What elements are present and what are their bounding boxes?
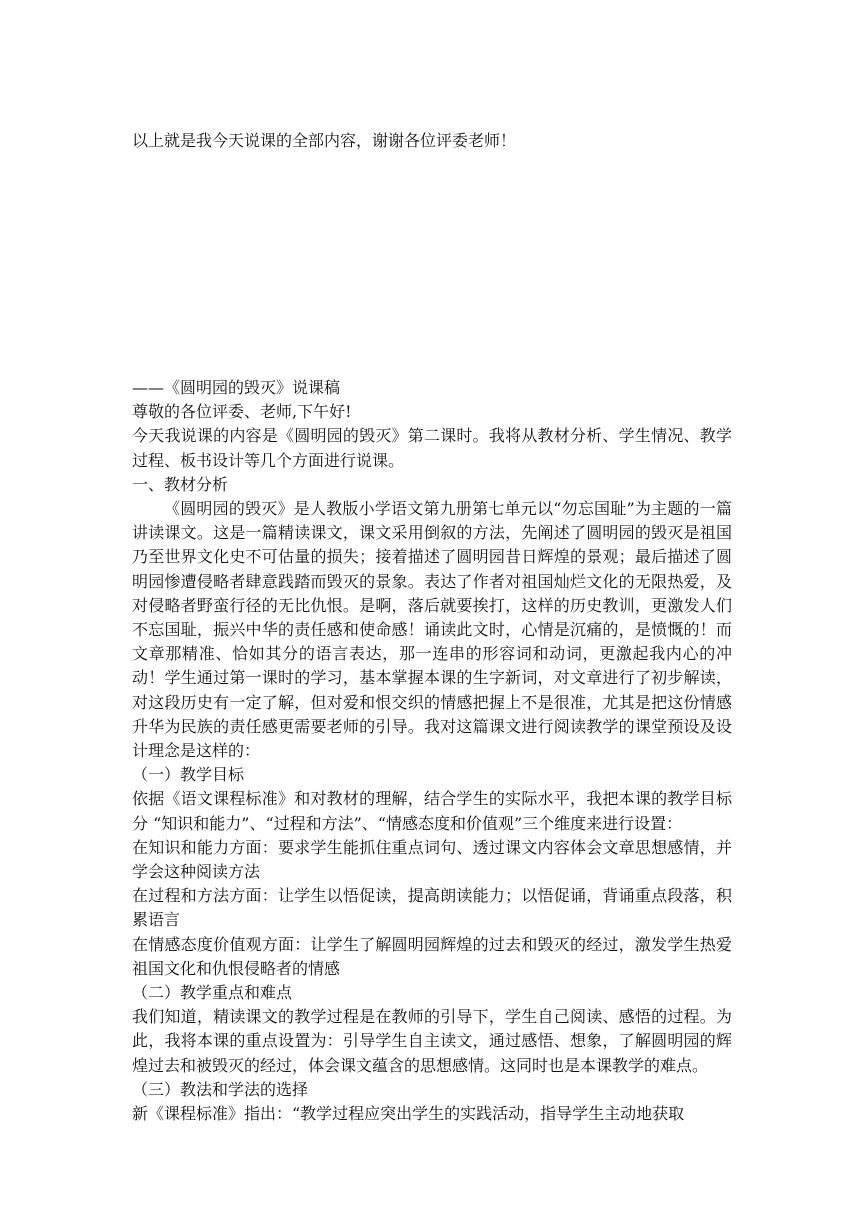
subsection-heading-key-points: （二）教学重点和难点 [132,983,293,1003]
closing-remark: 以上就是我今天说课的全部内容，谢谢各位评委老师！ [132,131,517,150]
section-heading-material-analysis: 一、教材分析 [132,474,229,494]
lesson-script-body [132,376,732,1126]
subsection-heading-teaching-goals: （一）教学目标 [132,765,245,785]
goal-emotion-values: 在情感态度价值观方面：让学生了解圆明园辉煌的过去和毁灭的经过，激发学生热爱祖国文化和仇恨侵略者的情感 [132,934,732,978]
subsection-heading-methods: （三）教法和学法的选择 [132,1079,309,1099]
methods-paragraph: 新《课程标准》指出：“教学过程应突出学生的实践活动，指导学生主动地获取 [132,1104,685,1124]
key-points-paragraph: 我们知道，精读课文的教学过程是在教师的引导下，学生自己阅读、感悟的过程。为此，我将本课的重点设置为：引导学生自主读文，通过感悟、想象，了解圆明园的辉煌过去和被毁灭的经过，体会课文蕴含的思想感情。这同时也是本课教学的难点。 [132,1007,732,1075]
material-analysis-paragraph: 《圆明园的毁灭》是人教版小学语文第九册第七单元以“勿忘国耻”为主题的一篇讲读课文。这是一篇精读课文，课文采用倒叙的方法，先阐述了圆明园的毁灭是祖国乃至世界文化史不可估量的损失；接着描述了圆明园昔日辉煌的景观；最后描述了圆明园惨遭侵略者肆意践踏而毁灭的景象。表达了作者对祖国灿烂文化的无限热爱，及对侵略者野蛮行径的无比仇恨。是啊，落后就要挨打，这样的历史教训，更激发人们不忘国耻，振兴中华的责任感和使命感！诵读此文时，心情是沉痛的，是愤慨的！而文章那精准、恰如其分的语言表达，那一连串的形容词和动词，更激起我内心的冲动！学生通过第一课时的学习，基本掌握本课的生字新词，对文章进行了初步解读，对这段历史有一定了解，但对爱和恨交织的情感把握上不是很准，尤其是把这份情感升华为民族的责任感更需要老师的引导。我对这篇课文进行阅读教学的课堂预设及设计理念是这样的： [132,499,732,761]
greeting: 尊敬的各位评委、老师,下午好! [132,402,352,422]
teaching-goals-paragraph: 依据《语文课程标准》和对教材的理解，结合学生的实际水平，我把本课的教学目标分 “知识和能力”、“过程和方法”、“情感态度和价值观”三个维度来进行设置： [132,789,732,833]
document-subtitle: ——《圆明园的毁灭》说课稿 [132,378,341,397]
intro-paragraph: 今天我说课的内容是《圆明园的毁灭》第二课时。我将从教材分析、学生情况、教学过程、板书设计等几个方面进行说课。 [132,426,732,470]
goal-process-method: 在过程和方法方面：让学生以悟促读，提高朗读能力；以悟促诵，背诵重点段落，积累语言 [132,886,732,930]
goal-knowledge-ability: 在知识和能力方面：要求学生能抓住重点词句、透过课文内容体会文章思想感情，并学会这种阅读方法 [132,837,732,882]
